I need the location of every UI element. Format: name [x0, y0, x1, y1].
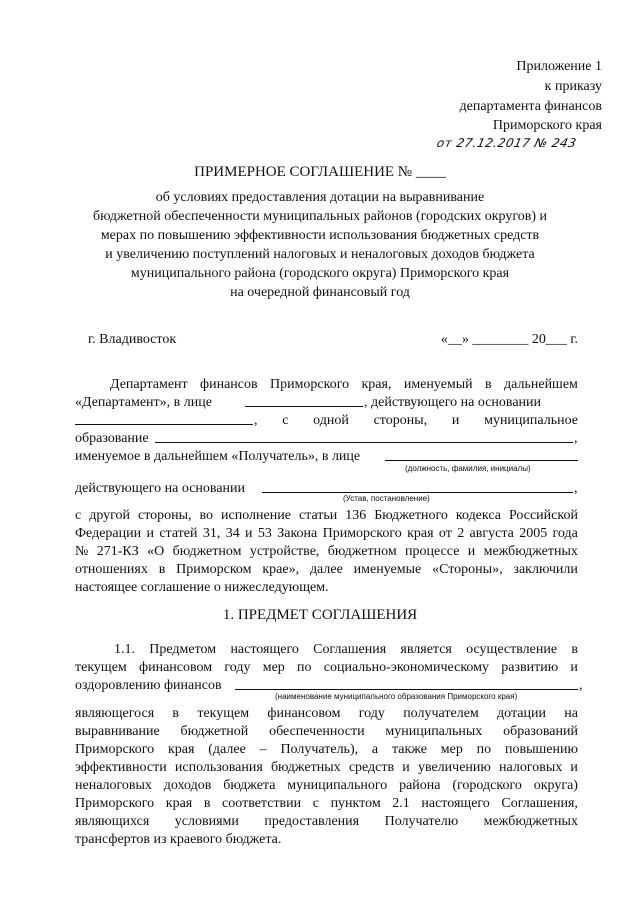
handwritten-order-number: от 27.12.2017 № 243: [435, 136, 578, 150]
section-1-heading: 1. ПРЕДМЕТ СОГЛАШЕНИЯ: [222, 607, 418, 623]
preamble-line-10: отношениях в Приморском крае», далее именуемые «Стороны», заключили: [75, 562, 578, 577]
recipient-basis-blank: [262, 492, 573, 493]
preamble-line-1: Департамент финансов Приморского края, именуемый в дальнейшем: [110, 377, 578, 392]
title-subline-6: на очередной финансовый год: [230, 285, 410, 300]
appendix-line-1: Приложение 1: [516, 59, 602, 74]
section-1-line-2: текущем финансовом году мер по социально-экономическому развитию и: [75, 660, 578, 675]
title-subline-3: мерах по повышению эффективности использования бюджетных средств: [100, 228, 540, 243]
preamble-line-4b: ,: [574, 431, 578, 446]
preamble-line-5a: именуемое в дальнейшем «Получатель», в лице: [75, 449, 361, 464]
title-subline-4: и увеличению поступлений налоговых и неналоговых доходов бюджета: [105, 247, 535, 262]
section-1-line-3a: оздоровлению финансов: [75, 678, 222, 693]
city: г. Владивосток: [88, 332, 177, 347]
preamble-line-3: , с одной стороны, и муниципальное: [254, 413, 578, 428]
basis-blank: [75, 424, 253, 425]
preamble-line-9: № 271-КЗ «О бюджетном устройстве, бюджетном процессе и межбюджетных: [75, 544, 578, 559]
representative-blank: [245, 406, 363, 407]
municipality-blank: [155, 442, 573, 443]
caption-municipality-name: (наименование муниципального образования Приморского края): [275, 692, 518, 701]
preamble-line-7: с другой стороны, во исполнение статьи 136 Бюджетного кодекса Российской: [75, 508, 578, 523]
section-1-line-9: Приморского края в соответствии с пунктом 2.1 настоящего Соглашения,: [75, 796, 578, 811]
section-1-line-3b: ,: [579, 678, 583, 693]
preamble-line-11: настоящее соглашение о нижеследующем.: [75, 580, 329, 595]
preamble-line-2a: «Департамент», в лице: [75, 395, 212, 410]
preamble-line-4a: образование: [75, 431, 149, 446]
appendix-line-3: департамента финансов: [459, 99, 602, 114]
preamble-line-8: Федерации и статей 31, 34 и 53 Закона Приморского края от 2 августа 2005 года: [75, 526, 578, 541]
appendix-line-2: к приказу: [544, 79, 602, 94]
recipient-person-blank: [385, 460, 578, 461]
title-subline-2: бюджетной обеспеченности муниципальных районов (городских округов) и: [92, 209, 548, 224]
section-1-line-10: являющихся условиями предоставления Получателю межбюджетных: [75, 814, 578, 829]
section-1-line-5: выравнивание бюджетной обеспеченности муниципальных образований: [75, 724, 578, 739]
document-title: ПРИМЕРНОЕ СОГЛАШЕНИЕ № ____: [194, 164, 446, 180]
preamble-line-6b: ,: [574, 481, 578, 496]
municipality-name-blank: [235, 689, 578, 690]
section-1-line-7: эффективности использования бюджетных средств и увеличению налоговых и: [75, 760, 578, 775]
section-1-line-6: Приморского края (далее – Получатель), а также мер по повышению: [75, 742, 578, 757]
title-subline-5: муниципального района (городского округа) Приморского края: [130, 266, 510, 281]
preamble-line-2b: , действующего на основании: [364, 395, 542, 410]
agreement-date: «__» ________ 20___ г.: [440, 332, 578, 347]
appendix-line-4: Приморского края: [492, 118, 602, 133]
preamble-line-6a: действующего на основании: [75, 481, 246, 496]
caption-charter: (Устав, постановление): [343, 494, 430, 503]
section-1-line-11: трансфертов из краевого бюджета.: [75, 832, 282, 847]
caption-position-name: (должность, фамилия, инициалы): [405, 464, 531, 473]
section-1-line-4: являющегося в текущем финансовом году получателем дотации на: [75, 706, 578, 721]
title-subline-1: об условиях предоставления дотации на выравнивание: [155, 190, 485, 205]
section-1-line-1: 1.1. Предметом настоящего Соглашения является осуществление в: [114, 642, 578, 657]
section-1-line-8: неналоговых доходов бюджета муниципального района (городского округа): [75, 778, 578, 793]
